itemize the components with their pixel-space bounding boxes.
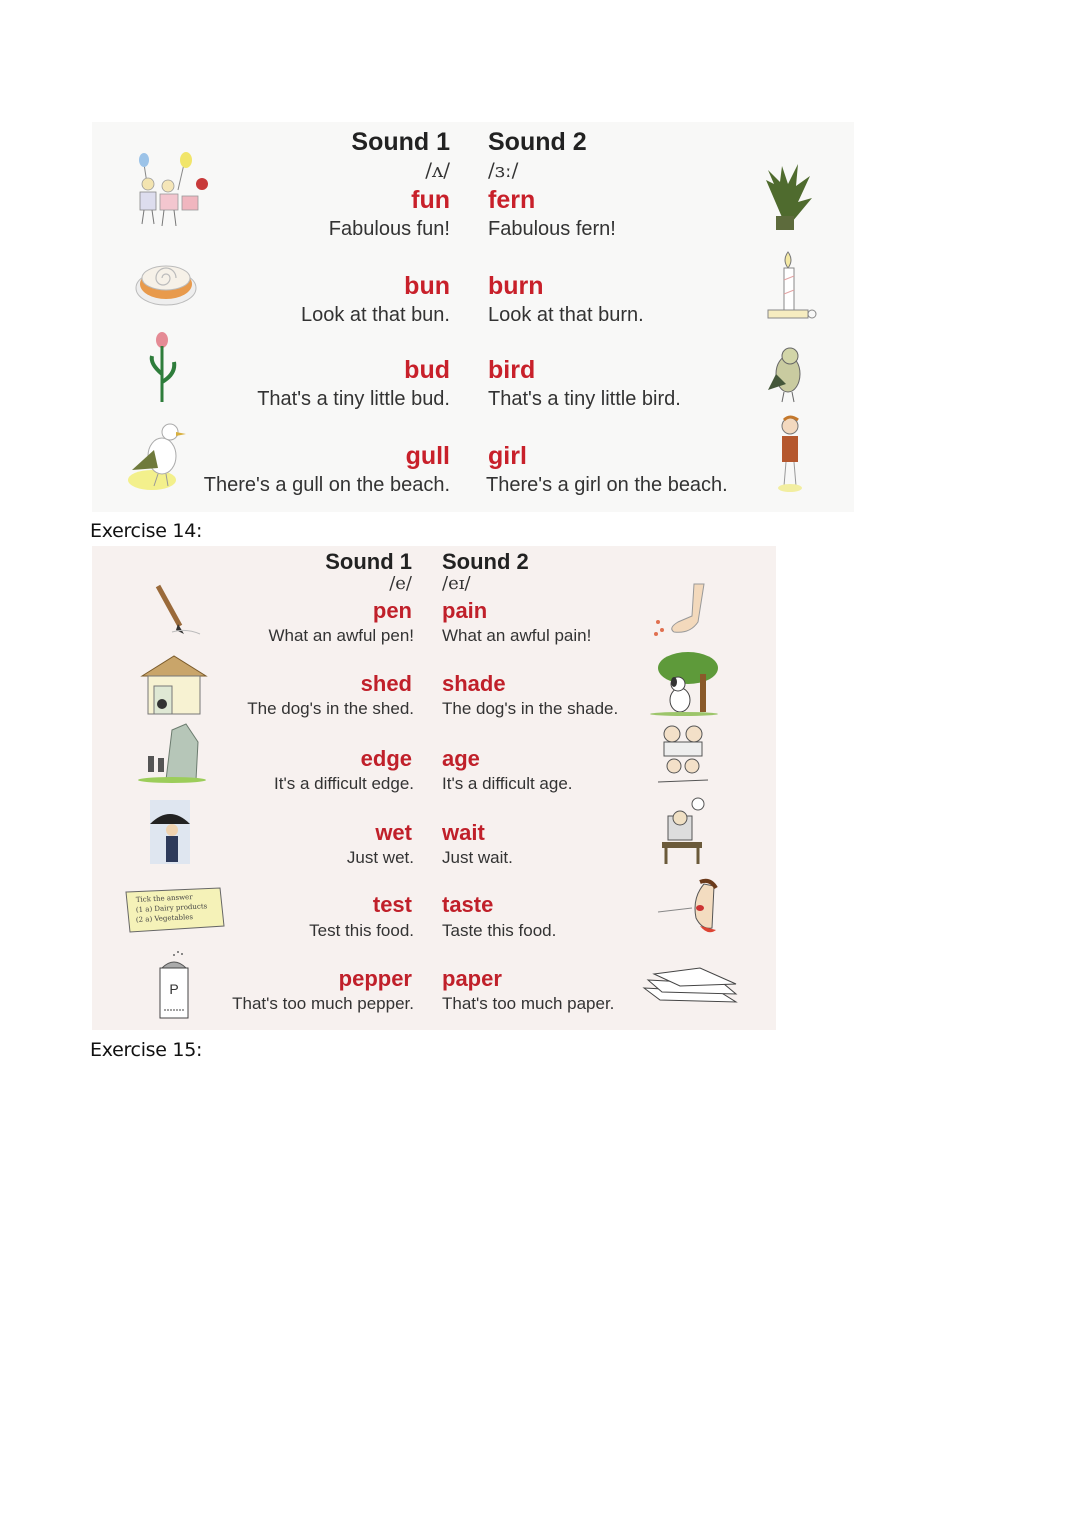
sentence2-age: It's a difficult age. (442, 774, 573, 793)
svg-text:P: P (169, 981, 179, 997)
sentence1-bud: That's a tiny little bud. (257, 388, 450, 410)
word2-burn: burn (488, 272, 544, 300)
sound1-ipa: /ʌ/ (425, 158, 450, 182)
sentence1-pen: What an awful pen! (268, 626, 414, 645)
bun-icon (132, 258, 202, 308)
sentence2-paper: That's too much paper. (442, 994, 615, 1013)
sound-pairs-panel-e-ei (92, 546, 776, 1030)
sentence2-wait: Just wait. (442, 848, 513, 867)
sound2-ipa: /eɪ/ (442, 573, 471, 594)
word1-wet: wet (375, 820, 412, 845)
rain-umbrella-icon (146, 800, 196, 866)
sentence2-girl: There's a girl on the beach. (486, 474, 728, 496)
word2-shade: shade (442, 671, 506, 696)
tasting-man-icon (652, 878, 722, 938)
word2-bird: bird (488, 356, 536, 384)
word1-edge: edge (360, 746, 412, 771)
cliff-edge-icon (136, 722, 206, 784)
word1-pen: pen (372, 598, 412, 623)
word2-taste: taste (442, 892, 494, 917)
sentence1-gull: There's a gull on the beach. (203, 474, 450, 496)
word2-age: age (442, 746, 480, 771)
sound2-header: Sound 2 (488, 128, 587, 156)
word1-fun: fun (411, 186, 450, 214)
sentence1-test: Test this food. (309, 921, 414, 940)
exercise-14-label: Exercise 14: (90, 520, 203, 542)
word1-gull: gull (405, 442, 450, 470)
sound1-ipa: /e/ (389, 573, 412, 594)
word1-shed: shed (360, 671, 412, 696)
word1-bun: bun (404, 272, 450, 300)
word2-fern: fern (488, 186, 536, 214)
sentence1-edge: It's a difficult edge. (274, 774, 414, 793)
sentence2-taste: Taste this food. (442, 921, 557, 940)
word1-bud: bud (404, 356, 450, 384)
word1-test: test (372, 892, 412, 917)
sentence1-shed: The dog's in the shed. (247, 699, 414, 718)
foot-pain-icon (648, 582, 718, 646)
word2-wait: wait (442, 820, 485, 845)
sentence2-burn: Look at that burn. (488, 304, 644, 326)
sound-pairs-panel-uh-er (92, 122, 854, 512)
word2-pain: pain (442, 598, 488, 623)
svg-text:(2 a) Vegetables: (2 a) Vegetables (135, 913, 194, 924)
flower-bud-icon (146, 328, 182, 406)
pen-icon (150, 582, 216, 642)
fern-plant-icon (754, 162, 818, 234)
paper-stack-icon (640, 966, 740, 1006)
svg-text:Tick the answer: Tick the answer (135, 893, 193, 904)
girl-icon (768, 414, 812, 494)
sound1-header: Sound 1 (325, 549, 412, 574)
dog-shed-icon (140, 654, 210, 718)
sound2-header: Sound 2 (442, 549, 529, 574)
pepper-shaker-icon (154, 948, 194, 1022)
sentence1-bun: Look at that bun. (300, 304, 450, 326)
bird-icon (764, 344, 812, 406)
seagull-icon (126, 418, 194, 492)
family-icon (650, 722, 716, 786)
word2-girl: girl (488, 442, 527, 470)
sentence1-wet: Just wet. (346, 848, 414, 867)
test-paper-icon (122, 886, 228, 936)
sentence1-fun: Fabulous fun! (328, 218, 450, 240)
dog-tree-shade-icon (648, 650, 720, 716)
word1-pepper: pepper (338, 966, 412, 991)
sentence2-fern: Fabulous fern! (488, 218, 616, 240)
sentence2-shade: The dog's in the shade. (442, 699, 619, 718)
candle-icon (764, 250, 820, 324)
sentence2-pain: What an awful pain! (442, 626, 592, 645)
word2-paper: paper (442, 966, 502, 991)
svg-text:(1 a) Dairy products: (1 a) Dairy products (135, 902, 208, 914)
sentence2-bird: That's a tiny little bird. (488, 388, 681, 410)
exercise-15-label: Exercise 15: (90, 1039, 203, 1061)
waiting-man-icon (654, 796, 714, 868)
sound2-ipa: /ɜː/ (488, 158, 519, 182)
party-children-icon (122, 150, 214, 234)
sound1-header: Sound 1 (351, 128, 450, 156)
sentence1-pepper: That's too much pepper. (232, 994, 414, 1013)
